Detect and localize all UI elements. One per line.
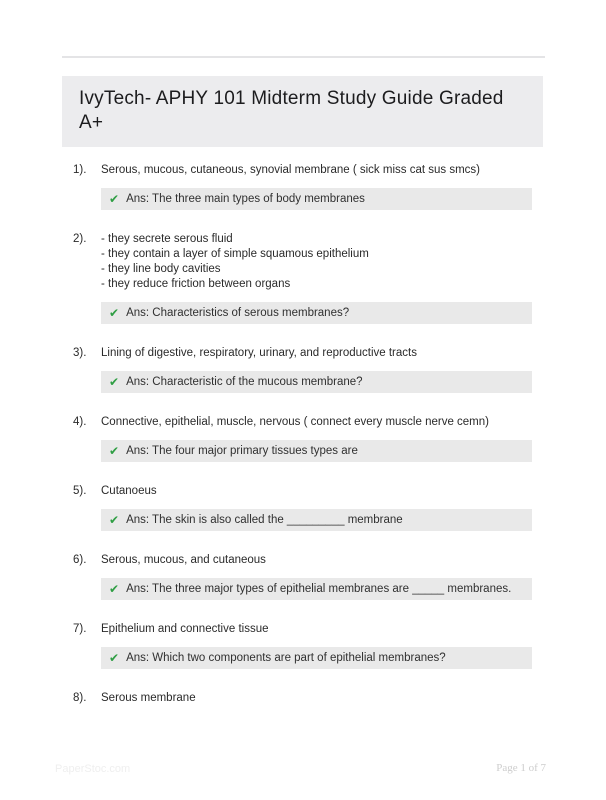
question-text xyxy=(101,232,532,292)
question-number: 4). xyxy=(73,416,87,428)
question-item xyxy=(73,553,532,600)
question-body xyxy=(101,346,532,393)
question-line: - they reduce friction between organs xyxy=(101,278,291,290)
question-item xyxy=(73,484,532,531)
question-item xyxy=(73,232,532,324)
answer-box xyxy=(101,371,532,393)
question-text xyxy=(101,415,532,430)
question-number: 5). xyxy=(73,485,87,497)
answer-box xyxy=(101,509,532,531)
question-item xyxy=(73,346,532,393)
page-title-line-2: A+ xyxy=(79,112,104,133)
answer-box xyxy=(101,647,532,669)
question-line: Epithelium and connective tissue xyxy=(101,623,269,635)
answer-text: Ans: Characteristic of the mucous membrane? xyxy=(126,376,363,388)
check-icon: ✔ xyxy=(109,651,120,665)
answer-text: Ans: The three major types of epithelial membranes are _____ membranes. xyxy=(126,583,512,595)
answer-text: Ans: The four major primary tissues types are xyxy=(126,445,358,457)
page-number-label: Page 1 of 7 xyxy=(496,762,546,774)
question-text xyxy=(101,346,532,361)
question-item xyxy=(73,415,532,462)
question-number: 8). xyxy=(73,692,87,704)
question-text xyxy=(101,622,532,637)
question-item xyxy=(73,622,532,669)
question-number: 1). xyxy=(73,164,87,176)
question-text xyxy=(101,691,532,706)
answer-text: Ans: The skin is also called the _________ membrane xyxy=(126,514,403,526)
answer-box xyxy=(101,578,532,600)
check-icon: ✔ xyxy=(109,306,120,320)
check-icon: ✔ xyxy=(109,192,120,206)
question-line: - they contain a layer of simple squamous epithelium xyxy=(101,248,369,260)
page-title xyxy=(62,76,543,147)
answer-text: Ans: Which two components are part of epithelial membranes? xyxy=(126,652,446,664)
question-line: Serous, mucous, cutaneous, synovial membrane ( sick miss cat sus smcs) xyxy=(101,164,480,176)
check-icon: ✔ xyxy=(109,444,120,458)
question-line: Serous, mucous, and cutaneous xyxy=(101,554,266,566)
question-text xyxy=(101,163,532,178)
check-icon: ✔ xyxy=(109,582,120,596)
question-body xyxy=(101,232,532,324)
question-number: 7). xyxy=(73,623,87,635)
question-number: 6). xyxy=(73,554,87,566)
question-line: Lining of digestive, respiratory, urinary, and reproductive tracts xyxy=(101,347,417,359)
question-list xyxy=(73,163,532,706)
top-divider xyxy=(62,56,545,58)
question-body xyxy=(101,553,532,600)
answer-box xyxy=(101,188,532,210)
check-icon: ✔ xyxy=(109,375,120,389)
answer-box xyxy=(101,302,532,324)
check-icon: ✔ xyxy=(109,513,120,527)
question-line: Serous membrane xyxy=(101,692,196,704)
question-text xyxy=(101,484,532,499)
question-line: - they secrete serous fluid xyxy=(101,233,233,245)
answer-text: Ans: Characteristics of serous membranes? xyxy=(126,307,350,319)
answer-box xyxy=(101,440,532,462)
question-body xyxy=(101,691,532,706)
question-item xyxy=(73,691,532,706)
question-line: - they line body cavities xyxy=(101,263,221,275)
question-item xyxy=(73,163,532,210)
watermark-text: PaperStoc.com xyxy=(55,763,131,775)
question-body xyxy=(101,163,532,210)
question-text xyxy=(101,553,532,568)
question-line: Cutanoeus xyxy=(101,485,157,497)
question-body xyxy=(101,484,532,531)
question-line: Connective, epithelial, muscle, nervous ( connect every muscle nerve cemn) xyxy=(101,416,489,428)
question-number: 2). xyxy=(73,233,87,245)
page-title-line-1: IvyTech- APHY 101 Midterm Study Guide Graded xyxy=(79,88,504,109)
question-body xyxy=(101,415,532,462)
answer-text: Ans: The three main types of body membranes xyxy=(126,193,365,205)
question-body xyxy=(101,622,532,669)
question-number: 3). xyxy=(73,347,87,359)
